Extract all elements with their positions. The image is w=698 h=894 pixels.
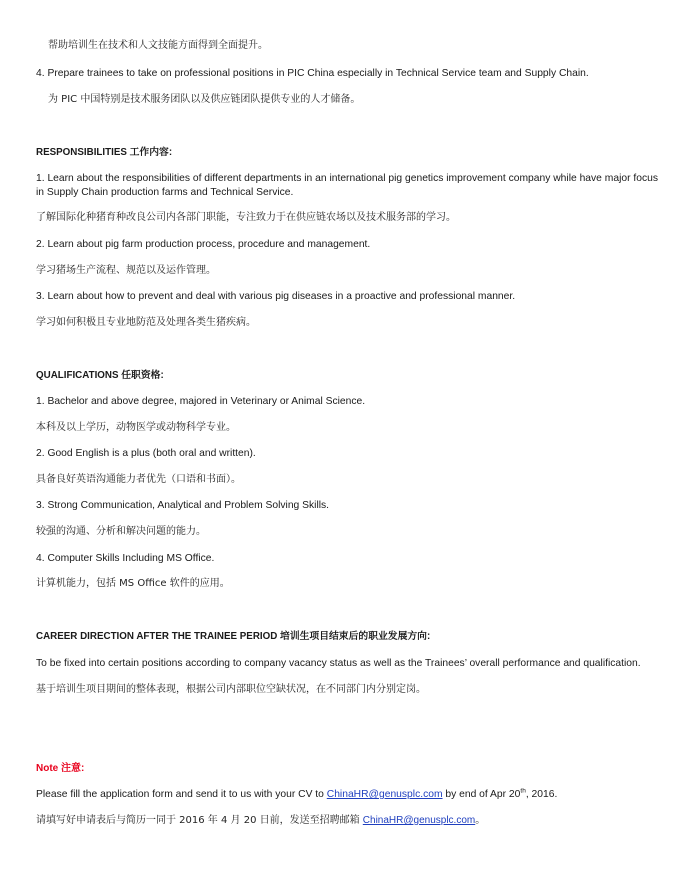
qualification-2-cn: 具备良好英语沟通能力者优先（口语和书面）。 bbox=[36, 474, 241, 485]
responsibility-2-cn: 学习猪场生产流程、规范以及运作管理。 bbox=[36, 265, 216, 276]
qualification-4-en: 4. Computer Skills Including MS Office. bbox=[36, 553, 215, 564]
responsibilities-heading: RESPONSIBILITIES 工作内容: bbox=[36, 147, 173, 158]
qualifications-heading: QUALIFICATIONS 任职资格: bbox=[36, 370, 164, 381]
qualification-1-cn: 本科及以上学历，动物医学或动物科学专业。 bbox=[36, 422, 236, 433]
objective-item-4-en: 4. Prepare trainees to take on professional positions in PIC China especially in Technical Service team and Supply Chain. bbox=[36, 68, 589, 79]
qualification-3-en: 3. Strong Communication, Analytical and Problem Solving Skills. bbox=[36, 500, 330, 511]
intro-line-cn: 帮助培训生在技术和人文技能方面得到全面提升。 bbox=[48, 40, 268, 51]
career-heading: CAREER DIRECTION AFTER THE TRAINEE PERIOD 培训生项目结束后的职业发展方向: bbox=[36, 631, 431, 642]
responsibility-2-en: 2. Learn about pig farm production process, procedure and management. bbox=[36, 239, 371, 250]
note-cn bbox=[36, 814, 678, 828]
note-en-before: Please fill the application form and send it to us with your CV to bbox=[36, 789, 327, 800]
note-cn-after: 。 bbox=[475, 815, 486, 826]
qualification-4-cn: 计算机能力，包括 MS Office 软件的应用。 bbox=[36, 578, 230, 589]
objective-item-4-cn: 为 PIC 中国特别是技术服务团队以及供应链团队提供专业的人才储备。 bbox=[48, 94, 361, 105]
note-en-mid: by end of Apr 20 bbox=[442, 789, 521, 800]
qualification-1-en: 1. Bachelor and above degree, majored in Veterinary or Animal Science. bbox=[36, 396, 366, 407]
responsibility-3-en: 3. Learn about how to prevent and deal with various pig diseases in a proactive and professional manner. bbox=[36, 291, 516, 302]
note-en-sup: th bbox=[520, 787, 526, 795]
career-en: To be fixed into certain positions according to company vacancy status as well as the Trainees’ overall performance and qualification. bbox=[36, 658, 641, 669]
responsibility-1-cn: 了解国际化种猪育种改良公司内各部门职能，专注致力于在供应链农场以及技术服务部的学习。 bbox=[36, 212, 456, 223]
email-link-cn[interactable]: ChinaHR@genusplc.com bbox=[362, 815, 476, 826]
note-en bbox=[36, 788, 678, 802]
qualification-3-cn: 较强的沟通、分析和解决问题的能力。 bbox=[36, 526, 206, 537]
note-cn-before: 请填写好申请表后与简历一同于 2016 年 4 月 20 日前，发送至招聘邮箱 bbox=[36, 815, 363, 826]
email-link[interactable]: ChinaHR@genusplc.com bbox=[326, 789, 443, 800]
note-en-after: , 2016. bbox=[525, 789, 558, 800]
responsibility-3-cn: 学习如何积极且专业地防范及处理各类生猪疾病。 bbox=[36, 317, 256, 328]
note-heading: Note 注意: bbox=[36, 763, 85, 774]
qualification-2-en: 2. Good English is a plus (both oral and written). bbox=[36, 448, 256, 459]
responsibility-1-en: 1. Learn about the responsibilities of different departments in an international pig genetics improvement company while have major focus in Supply Chain production farms and Technical Service. bbox=[36, 173, 658, 198]
career-cn: 基于培训生项目期间的整体表现，根据公司内部职位空缺状况，在不同部门内分别定岗。 bbox=[36, 684, 426, 695]
